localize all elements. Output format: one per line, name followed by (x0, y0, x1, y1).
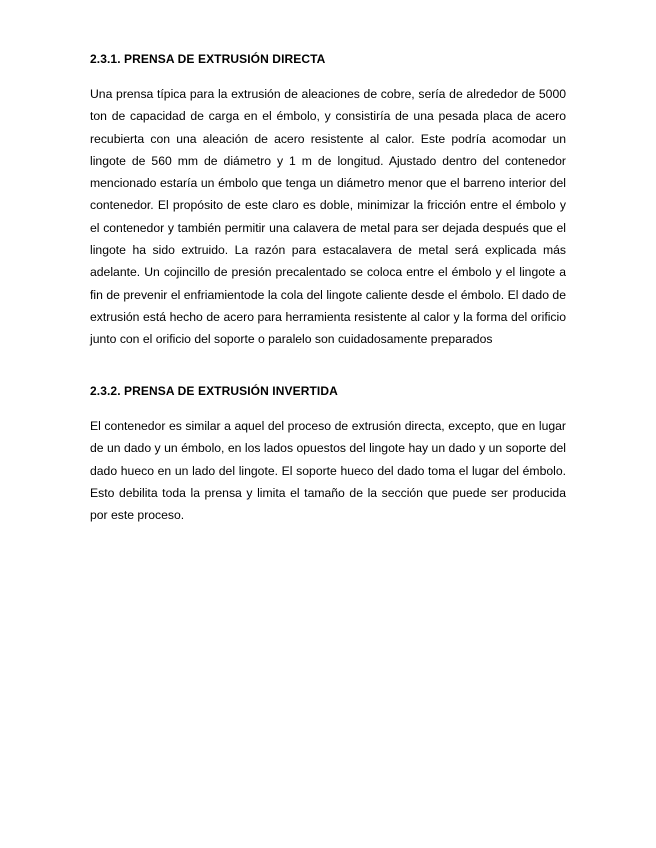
section-heading-inverted-extrusion: 2.3.2. PRENSA DE EXTRUSIÓN INVERTIDA (90, 384, 338, 398)
section-paragraph-direct-extrusion: Una prensa típica para la extrusión de aleaciones de cobre, sería de alrededor de 5000 ton de capacidad de carga en el émbolo, y consistiría de una pesada placa de acero recubierta con una aleación de acero resistente al calor. Este podría acomodar un lingote de 560 mm de diámetro y 1 m de longitud. Ajustado dentro del contenedor mencionado estaría un émbolo que tenga un diámetro menor que el barreno interior del contenedor. El propósito de este claro es doble, minimizar la fricción entre el émbolo y el contenedor y también permitir una calavera de metal para ser dejada después que el lingote ha sido extruido. La razón para estacalavera de metal será explicada más adelante. Un cojincillo de presión precalentado se coloca entre el émbolo y el lingote a fin de prevenir el enfriamientode la cola del lingote caliente desde el émbolo. El dado de extrusión está hecho de acero para herramienta resistente al calor y la forma del orificio junto con el orificio del soporte o paralelo son cuidadosamente preparados (90, 87, 566, 347)
section-paragraph-inverted-extrusion: El contenedor es similar a aquel del proceso de extrusión directa, excepto, que en lugar de un dado y un émbolo, en los lados opuestos del lingote hay un dado y un soporte del dado hueco en un lado del lingote. El soporte hueco del dado toma el lugar del émbolo. Esto debilita toda la prensa y limita el tamaño de la sección que puede ser producida por este proceso. (90, 419, 566, 523)
section-heading-direct-extrusion: 2.3.1. PRENSA DE EXTRUSIÓN DIRECTA (90, 52, 326, 66)
